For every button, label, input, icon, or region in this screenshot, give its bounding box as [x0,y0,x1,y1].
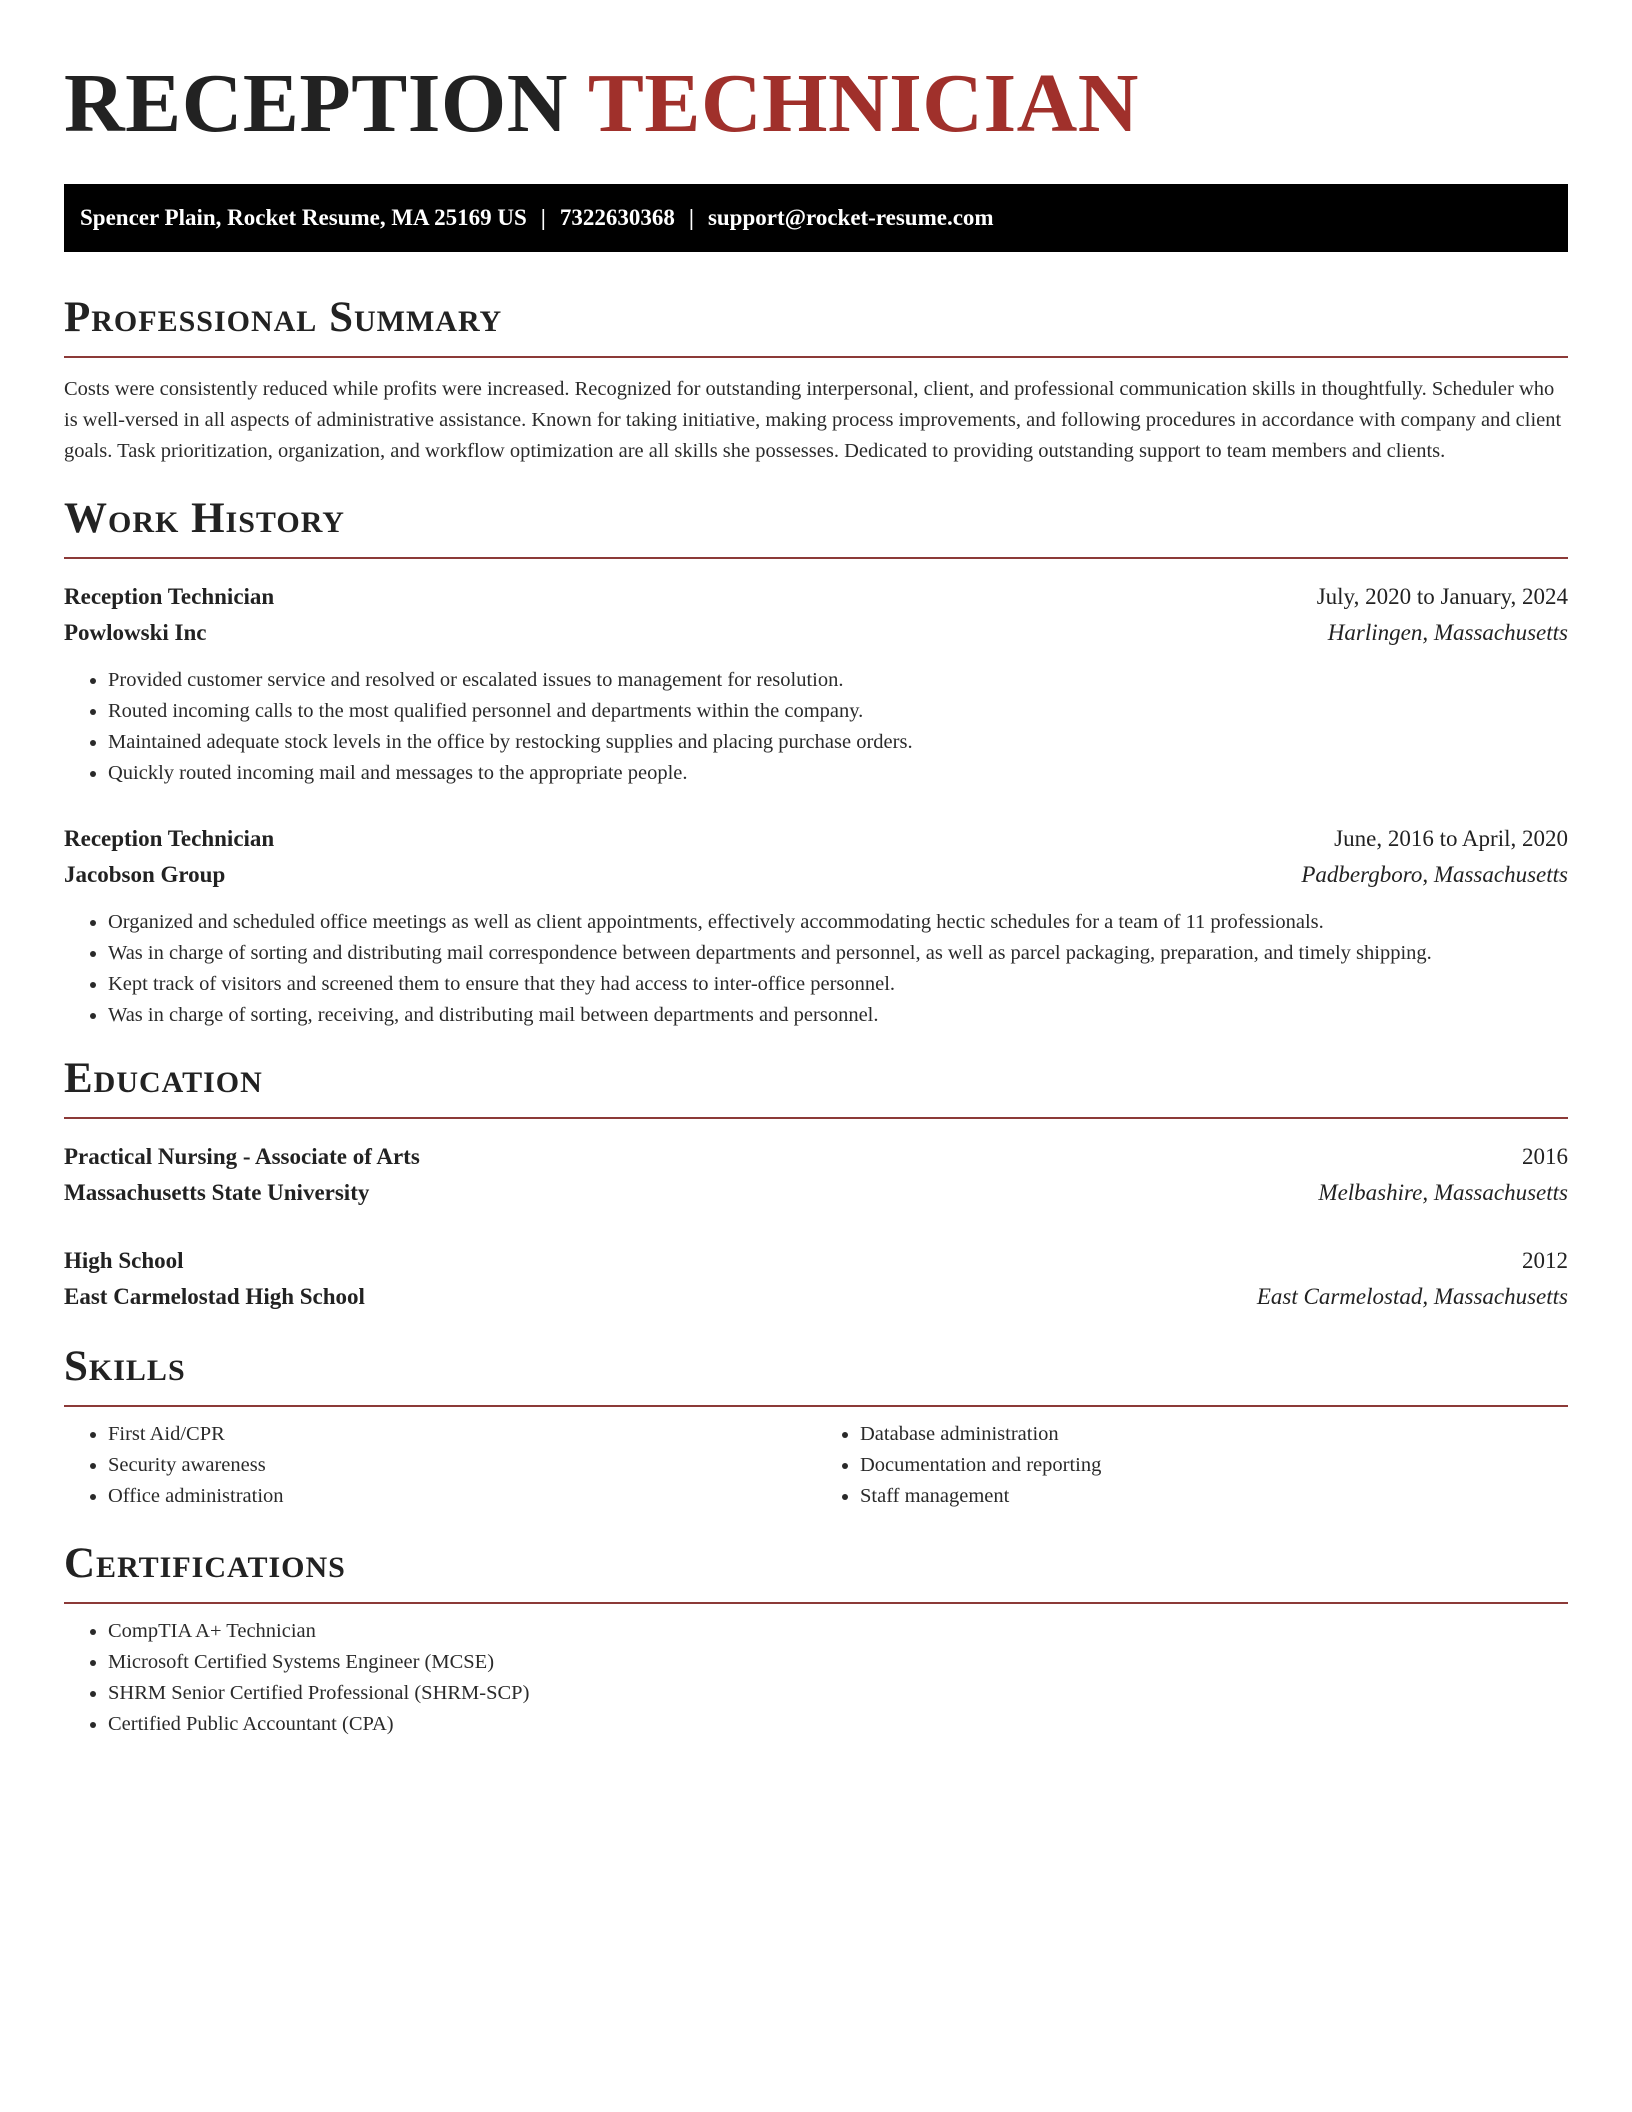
summary-heading: Professional Summary [64,294,503,341]
job-company: Jacobson Group [64,862,226,887]
resume-title [64,48,1568,160]
education-section [64,1053,1568,1315]
title-first-word: RECEPTION [64,57,568,150]
job-entry [64,821,1568,1031]
education-school: Massachusetts State University [64,1180,370,1205]
education-school-row [64,1279,1568,1315]
skills-column-left [64,1419,816,1512]
certifications-list [64,1616,1568,1740]
job-bullet: • Organized and scheduled office meetings as well as client appointments, effectively accommodating hectic schedules for a team of 11 professionals. [108,907,1568,938]
job-company: Powlowski Inc [64,620,207,645]
education-school-row [64,1175,1568,1211]
education-header-row [64,1243,1568,1279]
education-year: 2016 [1522,1144,1568,1169]
certifications-section [64,1538,1568,1740]
section-divider [64,1117,1568,1119]
work-history-heading: Work History [64,495,345,542]
job-dates: June, 2016 to April, 2020 [1334,826,1568,851]
job-entry [64,579,1568,789]
skills-heading: Skills [64,1343,186,1390]
certification-item: • Certified Public Accountant (CPA) [108,1709,1568,1740]
skill-item: • Database administration [860,1419,1568,1450]
skill-item: • Security awareness [108,1450,816,1481]
education-location: Melbashire, Massachusetts [1318,1180,1568,1205]
contact-bar [64,184,1568,252]
certifications-heading: Certifications [64,1540,346,1587]
job-title: Reception Technician [64,826,275,851]
contact-address: Spencer Plain, Rocket Resume, MA 25169 US [80,205,527,230]
work-history-section [64,493,1568,1031]
education-entry [64,1139,1568,1211]
job-bullet: • Provided customer service and resolved or escalated issues to management for resolution. [108,665,1568,696]
job-company-row [64,857,1568,893]
job-bullet: • Maintained adequate stock levels in the office by restocking supplies and placing purchase orders. [108,727,1568,758]
summary-text: Costs were consistently reduced while profits were increased. Recognized for outstanding interpersonal, client, and professional communication skills in thoughtfully. Scheduler who is well-versed in all aspects of administrative assistance. Known for taking initiative, making process improvements, and following procedures in accordance with company and client goals. Task prioritization, organization, and workflow optimization are all skills she possesses. Dedicated to providing outstanding support to team members and clients. [64,378,1562,462]
title-last-word: TECHNICIAN [587,57,1139,150]
contact-separator: | [540,205,546,230]
job-bullet: • Was in charge of sorting, receiving, and distributing mail between departments and personnel. [108,1000,1568,1031]
skills-column-right [816,1419,1568,1512]
education-heading: Education [64,1055,263,1102]
education-degree: Practical Nursing - Associate of Arts [64,1144,420,1169]
summary-section [64,292,1568,467]
contact-separator: | [688,205,694,230]
section-divider [64,356,1568,358]
job-location: Padbergboro, Massachusetts [1301,862,1568,887]
skill-item: • Office administration [108,1481,816,1512]
job-bullet: • Routed incoming calls to the most qualified personnel and departments within the company. [108,696,1568,727]
job-bullet: • Was in charge of sorting and distributing mail correspondence between departments and personnel, as well as parcel packaging, preparation, and timely shipping. [108,938,1568,969]
job-company-row [64,615,1568,651]
skill-item: • Staff management [860,1481,1568,1512]
section-divider [64,557,1568,559]
certification-item: • Microsoft Certified Systems Engineer (MCSE) [108,1647,1568,1678]
job-header-row [64,579,1568,615]
education-year: 2012 [1522,1248,1568,1273]
contact-email: support@rocket-resume.com [707,205,994,230]
job-bullet: • Quickly routed incoming mail and messages to the appropriate people. [108,758,1568,789]
contact-phone: 7322630368 [559,205,675,230]
education-school: East Carmelostad High School [64,1284,365,1309]
job-bullets [64,665,1568,789]
skills-grid [64,1419,1568,1512]
education-location: East Carmelostad, Massachusetts [1256,1284,1568,1309]
education-degree: High School [64,1248,184,1273]
education-entry [64,1243,1568,1315]
education-header-row [64,1139,1568,1175]
certification-item: • CompTIA A+ Technician [108,1616,1568,1647]
section-divider [64,1602,1568,1604]
section-divider [64,1405,1568,1407]
certification-item: • SHRM Senior Certified Professional (SHRM-SCP) [108,1678,1568,1709]
job-dates: July, 2020 to January, 2024 [1316,584,1568,609]
skill-item: • Documentation and reporting [860,1450,1568,1481]
job-bullet: • Kept track of visitors and screened them to ensure that they had access to inter-office personnel. [108,969,1568,1000]
job-bullets [64,907,1568,1031]
job-header-row [64,821,1568,857]
job-title: Reception Technician [64,584,275,609]
job-location: Harlingen, Massachusetts [1327,620,1568,645]
skills-section [64,1341,1568,1512]
skill-item: • First Aid/CPR [108,1419,816,1450]
